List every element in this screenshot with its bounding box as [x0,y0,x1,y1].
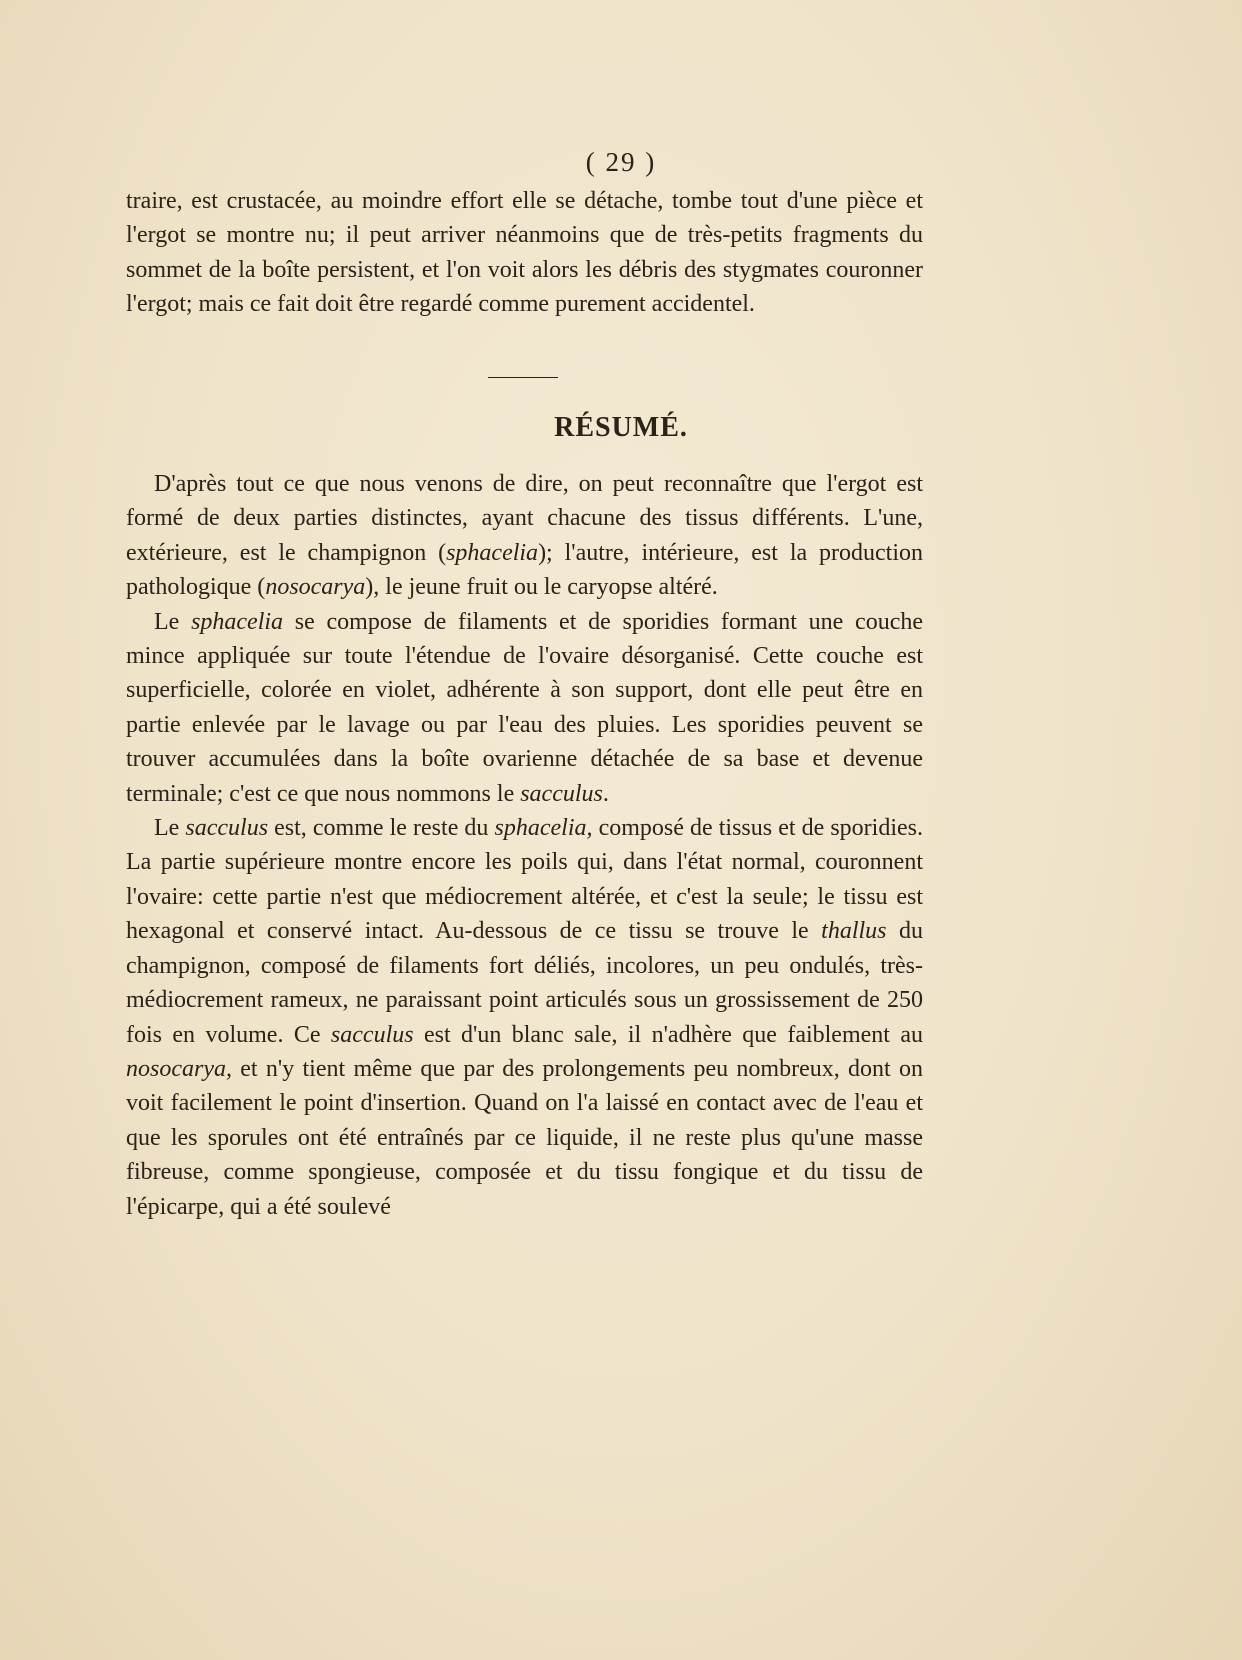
text-run: et n'y tient même que par des prolongements peu nombreux, dont on voit facilement le point d'insertion. Quand on l'a laissé en contact avec de l'eau et que les sporules ont été entraînés par ce liquide, il ne reste plus qu'une masse fibreuse, comme spongieuse, composée et du tissu fongique et du tissu de l'épicarpe, qui a été soulevé [126,1055,923,1220]
text-run: composé de tissus et de sporidies. La partie supérieure montre encore les poils qui, dans l'état normal, couronnent l'ovaire: cette partie n'est que médiocrement altérée, et c'est la seule; le tissu est hexagonal et conservé intact. Au-dessous de ce tissu se trouve le [126,815,924,945]
text-run: est d'un blanc sale, il n'adhère que faiblement au [413,1021,923,1048]
section-heading: RÉSUMÉ. [554,412,688,443]
text-run: se compose de filaments et de sporidies formant une couche mince appliquée sur toute l'étendue de l'ovaire désorganisé. Cette couche est superficielle, colorée en violet, adhérente à son support, dont elle peut être en partie enlevée par le lavage ou par l'eau des pluies. Les sporidies peuvent se trouver accumulées dans la boîte ovarienne détachée de sa base et devenue terminale; c'est ce que nous nommons le [126,608,923,807]
italic-term: sacculus [520,780,603,807]
text-run: ), le jeune fruit ou le caryopse altéré. [365,574,718,601]
italic-term: sacculus [330,1021,414,1048]
intro-paragraph [126,184,923,322]
text-run: Le [154,608,192,635]
summary-body [126,467,923,1224]
text-run: Le [154,815,186,842]
paragraph-2 [126,605,923,811]
text-run: . [602,780,609,807]
page-number: ( 29 ) [585,147,657,177]
paragraph-1 [126,467,923,605]
intro-text: traire, est crustacée, au moindre effort elle se détache, tombe tout d'une pièce et l'ergot se montre nu; il peut arriver néanmoins que de très-petits fragments du sommet de la boîte persistent, et l'on voit alors les débris des stygmates couronner l'ergot; mais ce fait doit être regardé comme purement accidentel. [126,188,923,318]
text-run: est, comme le reste du [268,815,495,842]
italic-term: nosocarya, [126,1055,232,1082]
text-run: D'après tout ce que nous venons de dire, on peut reconnaître que l'ergot est formé de deux parties distinctes, ayant chacune des tissus différents. L'une, extérieure, est le champignon ( [126,471,923,566]
italic-term: sphacelia, [494,815,593,842]
italic-term: nosocarya [265,574,366,601]
italic-term: sacculus [185,815,269,842]
italic-term: thallus [821,918,887,945]
italic-term: sphacelia [446,539,539,566]
italic-term: sphacelia [191,608,284,635]
paragraph-3 [126,811,923,1224]
section-divider [488,377,558,378]
text-run: du champignon, composé de filaments fort déliés, incolores, un peu ondulés, très-médiocrement rameux, ne paraissant point articulés sous un grossissement de 250 fois en volume. Ce [126,918,924,1048]
text-run: ); l'autre, intérieure, est la production pathologique ( [126,539,923,601]
